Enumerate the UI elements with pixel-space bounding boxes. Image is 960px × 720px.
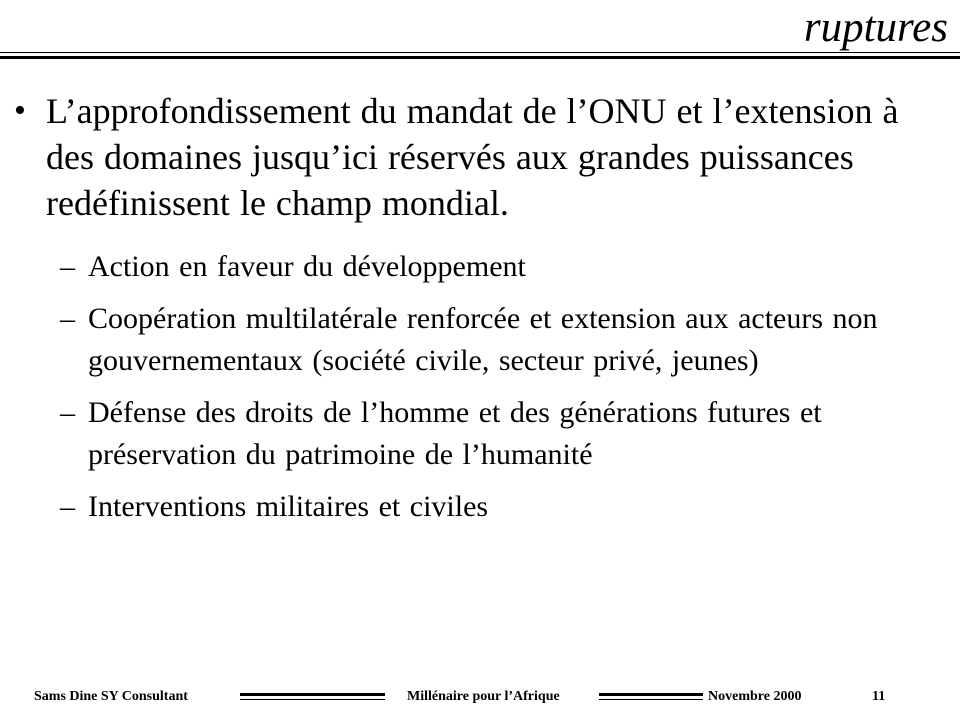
dash-icon: –	[60, 490, 75, 523]
main-bullet	[14, 88, 944, 226]
sub-bullet-text: Coopération multilatérale renforcée et extension aux acteurs non gouvernementaux (société civile, secteur privé, jeunes)	[88, 302, 878, 377]
footer-author: Sams Dine SY Consultant	[34, 689, 188, 704]
dash-icon: –	[60, 396, 75, 429]
main-bullet-text: L’approfondissement du mandat de l’ONU et l’extension à des domaines jusqu’ici réservés aux grandes puissances redéfinissent le champ mondial.	[46, 91, 899, 223]
page-number: 11	[872, 689, 886, 704]
bullet-row	[14, 88, 944, 226]
sub-bullet-text: Interventions militaires et civiles	[88, 490, 489, 523]
footer-rule-right	[599, 693, 703, 700]
sub-bullet-text: Action en faveur du développement	[88, 250, 526, 283]
bullet-icon: •	[14, 92, 26, 129]
sub-bullet-item	[60, 246, 950, 288]
title-rule	[0, 52, 960, 53]
sub-bullet-text: Défense des droits de l’homme et des générations futures et préservation du patrimoine de l’humanité	[88, 396, 822, 471]
sub-bullet-list	[60, 246, 950, 538]
dash-icon: –	[60, 250, 75, 283]
dash-icon: –	[60, 302, 75, 335]
slide-title: ruptures	[803, 4, 948, 51]
slide-footer	[0, 688, 960, 710]
title-rule-thick	[0, 56, 960, 59]
sub-bullet-item	[60, 298, 950, 382]
footer-date: Novembre 2000	[708, 689, 802, 704]
footer-rule-left	[240, 693, 385, 700]
footer-title: Millénaire pour l’Afrique	[407, 689, 560, 704]
sub-bullet-item	[60, 392, 950, 476]
sub-bullet-item	[60, 486, 950, 528]
